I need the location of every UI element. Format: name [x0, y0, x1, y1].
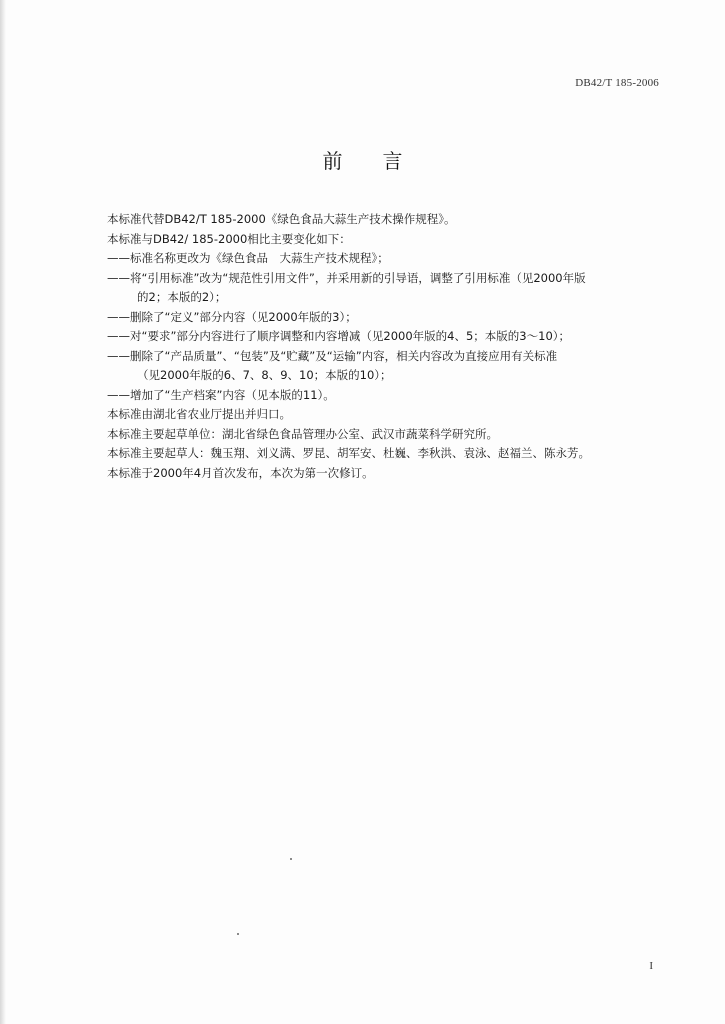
document-code: DB42/T 185-2006: [575, 77, 659, 89]
page-number: I: [649, 960, 653, 972]
foreword-line: ——对“要求”部分内容进行了顺序调整和内容增减（见2000年版的4、5；本版的3～10）；: [107, 329, 571, 343]
foreword-line: 本标准与DB42/ 185-2000相比主要变化如下：: [107, 231, 351, 246]
foreword-line: ——删除了“产品质量”、“包装”及“贮藏”及“运输”内容，相关内容改为直接应用有关标准: [107, 348, 558, 363]
scan-speck: [290, 858, 292, 860]
page-title: 前言: [322, 149, 443, 173]
scan-speck: [237, 933, 239, 935]
foreword-line: ——增加了“生产档案”内容（见本版的11）。: [107, 387, 335, 402]
foreword-line: 本标准于2000年4月首次发布，本次为第一次修订。: [107, 465, 374, 480]
foreword-line: 本标准主要起草人：魏玉翔、刘义满、罗昆、胡军安、杜巍、李秋洪、袁泳、赵福兰、陈永芳。: [107, 446, 590, 460]
foreword-line-continued: 的2；本版的2）；: [137, 290, 227, 304]
foreword-line: ——将“引用标准”改为“规范性引用文件”，并采用新的引导语，调整了引用标准（见2000年版: [107, 270, 586, 285]
foreword-line: 本标准主要起草单位：湖北省绿色食品管理办公室、武汉市蔬菜科学研究所。: [107, 426, 498, 441]
foreword-body: [107, 210, 667, 483]
foreword-line: 本标准由湖北省农业厅提出并归口。: [107, 407, 291, 421]
foreword-line: 本标准代替DB42/T 185-2000《绿色食品大蒜生产技术操作规程》。: [107, 212, 456, 226]
foreword-line: ——标准名称更改为《绿色食品 大蒜生产技术规程》；: [107, 251, 389, 265]
foreword-line: ——删除了“定义”部分内容（见2000年版的3）；: [107, 309, 357, 324]
foreword-line-continued: （见2000年版的6、7、8、9、10；本版的10）；: [137, 368, 392, 382]
